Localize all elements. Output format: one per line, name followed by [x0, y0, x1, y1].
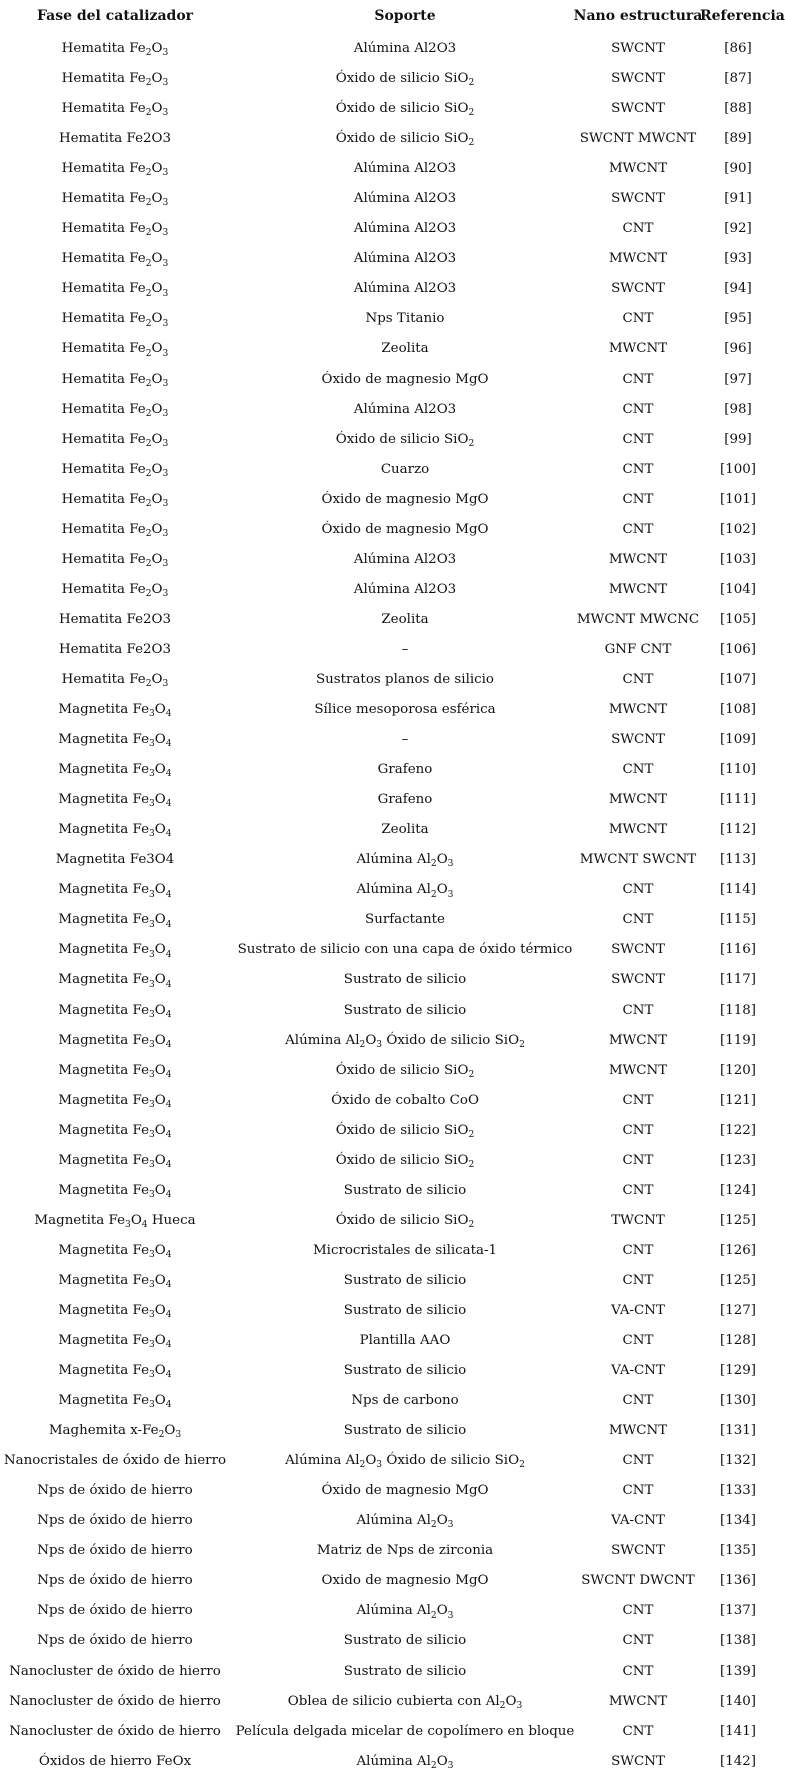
table-row	[0, 1356, 776, 1386]
cell-fase: Magnetita $Fe_3O_4$	[58, 1302, 172, 1321]
table-row	[0, 1536, 776, 1566]
cell-fase: Hematita $Fe_2O_3$	[61, 41, 169, 59]
cell-fase: Hematita $Fe_2O_3$	[61, 371, 169, 389]
cell-soporte: Alúmina Al2O3	[353, 191, 457, 207]
cell-soporte: Alúmina Al2O3	[353, 581, 457, 597]
table-row	[0, 785, 776, 815]
table-row	[0, 1626, 776, 1656]
cell-nano-estructura: CNT	[622, 311, 654, 327]
cell-soporte: Oblea de silicio cubierta con $Al_2O_3$	[287, 1693, 523, 1711]
cell-fase: Nanocluster de óxido de hierro	[9, 1723, 221, 1739]
cell-fase: Nps de óxido de hierro	[37, 1573, 193, 1589]
cell-soporte: Alúmina Al2O3	[353, 221, 457, 237]
cell-soporte: Zeolita	[381, 341, 429, 357]
cell-nano-estructura: CNT	[622, 762, 654, 778]
cell-soporte: Sílice mesoporosa esférica	[314, 702, 496, 718]
cell-nano-estructura: CNT	[622, 521, 654, 537]
cell-nano-estructura: CNT	[622, 461, 654, 477]
table-row	[0, 1506, 776, 1536]
cell-soporte: Óxido de silicio SiO$_2$	[335, 71, 475, 89]
cell-nano-estructura: MWCNT SWCNT	[579, 852, 697, 868]
cell-referencia: [104]	[719, 581, 756, 597]
cell-fase: Nanocluster de óxido de hierro	[9, 1663, 221, 1679]
cell-fase: Magnetita $Fe_3O_4$	[58, 1393, 172, 1411]
cell-nano-estructura: CNT	[622, 1242, 654, 1258]
table-row	[0, 815, 776, 845]
cell-soporte: Óxido de magnesio MgO	[321, 521, 489, 537]
cell-referencia: [103]	[719, 551, 756, 567]
cell-referencia: [99]	[724, 431, 752, 447]
cell-fase: Nps de óxido de hierro	[37, 1513, 193, 1529]
table-row	[0, 184, 776, 214]
cell-fase: Magnetita $Fe_3O_4$	[58, 732, 172, 750]
cell-nano-estructura: CNT	[622, 1633, 654, 1649]
table-row	[0, 455, 776, 485]
cell-nano-estructura: SWCNT	[611, 942, 665, 958]
cell-nano-estructura: SWCNT	[611, 732, 665, 748]
cell-fase: Magnetita $Fe_3O_4$	[58, 1032, 172, 1050]
table-row	[0, 1146, 776, 1176]
cell-soporte: Oxido de magnesio MgO	[321, 1573, 489, 1589]
cell-soporte: –	[401, 732, 409, 748]
cell-nano-estructura: CNT	[622, 1393, 654, 1409]
table-row	[0, 1596, 776, 1626]
cell-referencia: [139]	[719, 1663, 756, 1679]
header-referencia: Referencia	[700, 8, 785, 24]
cell-referencia: [92]	[724, 221, 752, 237]
cell-soporte: Óxido de silicio SiO$_2$	[335, 1122, 475, 1140]
cell-nano-estructura: VA-CNT	[611, 1513, 665, 1529]
cell-referencia: [100]	[719, 461, 756, 477]
table-row	[0, 1476, 776, 1506]
cell-referencia: [96]	[724, 341, 752, 357]
cell-referencia: [115]	[719, 912, 756, 928]
cell-fase: Magnetita $Fe_3O_4$	[58, 1152, 172, 1170]
table-row	[0, 875, 776, 905]
cell-referencia: [133]	[719, 1483, 756, 1499]
table-row	[0, 665, 776, 695]
table-row	[0, 1026, 776, 1056]
cell-fase: Nanocristales de óxido de hierro	[3, 1453, 227, 1469]
cell-fase: Hematita Fe2O3	[58, 611, 172, 627]
table-row	[0, 214, 776, 244]
cell-referencia: [113]	[719, 852, 756, 868]
table-row	[0, 94, 776, 124]
cell-soporte: Grafeno	[377, 762, 433, 778]
table-row	[0, 935, 776, 965]
cell-fase: Magnetita $Fe_3O_4$	[58, 792, 172, 810]
cell-nano-estructura: CNT	[622, 1002, 654, 1018]
cell-referencia: [120]	[719, 1062, 756, 1078]
table-row	[0, 635, 776, 665]
cell-referencia: [126]	[719, 1242, 756, 1258]
cell-referencia: [130]	[719, 1393, 756, 1409]
cell-nano-estructura: CNT	[622, 1663, 654, 1679]
cell-nano-estructura: MWCNT	[608, 551, 668, 567]
cell-referencia: [122]	[719, 1122, 756, 1138]
cell-soporte: Cuarzo	[380, 461, 430, 477]
cell-referencia: [102]	[719, 521, 756, 537]
cell-fase: Magnetita $Fe_3O_4$	[58, 972, 172, 990]
table-row	[0, 395, 776, 425]
cell-nano-estructura: SWCNT	[611, 1543, 665, 1559]
cell-nano-estructura: MWCNT	[608, 161, 668, 177]
cell-soporte: Sustrato de silicio	[343, 1423, 467, 1439]
cell-nano-estructura: MWCNT MWCNC	[576, 611, 700, 627]
cell-fase: Nps de óxido de hierro	[37, 1603, 193, 1619]
table-row	[0, 1206, 776, 1236]
cell-referencia: [105]	[719, 611, 756, 627]
table-row	[0, 1386, 776, 1416]
cell-referencia: [118]	[719, 1002, 756, 1018]
cell-soporte: Óxido de silicio SiO$_2$	[335, 1152, 475, 1170]
cell-nano-estructura: SWCNT DWCNT	[581, 1573, 695, 1589]
cell-nano-estructura: CNT	[622, 882, 654, 898]
cell-soporte: Sustrato de silicio con una capa de óxido térmico	[237, 942, 573, 958]
table-row	[0, 304, 776, 334]
table-row	[0, 1296, 776, 1326]
cell-referencia: [121]	[719, 1092, 756, 1108]
cell-soporte: Alúmina $Al_2O_3$	[356, 852, 454, 870]
table-row	[0, 845, 776, 875]
cell-fase: Magnetita $Fe_3O_4$	[58, 1122, 172, 1140]
cell-soporte: Alúmina Al2O3	[353, 401, 457, 417]
table-row	[0, 1266, 776, 1296]
table-row	[0, 996, 776, 1026]
cell-nano-estructura: CNT	[622, 431, 654, 447]
table-row	[0, 274, 776, 304]
table-row	[0, 34, 776, 64]
cell-soporte: Matriz de Nps de zirconia	[316, 1543, 494, 1559]
cell-referencia: [141]	[719, 1723, 756, 1739]
cell-referencia: [123]	[719, 1152, 756, 1168]
cell-soporte: Zeolita	[381, 611, 429, 627]
cell-nano-estructura: MWCNT	[608, 1423, 668, 1439]
table-row	[0, 545, 776, 575]
cell-nano-estructura: SWCNT	[611, 41, 665, 56]
table-row	[0, 1236, 776, 1266]
cell-fase: Hematita $Fe_2O_3$	[61, 671, 169, 690]
cell-fase: Óxidos de hierro FeOx	[38, 1753, 192, 1769]
table-row	[0, 154, 776, 184]
cell-nano-estructura: TWCNT	[611, 1212, 665, 1228]
table-row	[0, 755, 776, 785]
cell-fase: Magnetita $Fe_3O_4$	[58, 1272, 172, 1291]
cell-referencia: [116]	[719, 942, 756, 958]
cell-nano-estructura: CNT	[622, 1122, 654, 1138]
cell-soporte: Sustratos planos de silicio	[316, 671, 494, 687]
cell-fase: Magnetita $Fe_3O_4$	[58, 1062, 172, 1080]
cell-fase: Magnetita $Fe_3O_4$	[58, 942, 172, 960]
cell-fase: Maghemita $x-Fe_2O_3$	[48, 1423, 182, 1441]
cell-referencia: [98]	[724, 401, 752, 417]
cell-soporte: –	[401, 641, 409, 657]
cell-fase: Hematita $Fe_2O_3$	[61, 431, 169, 449]
cell-nano-estructura: VA-CNT	[611, 1302, 665, 1318]
cell-referencia: [95]	[724, 311, 752, 327]
cell-fase: Magnetita $Fe_3O_4$ Hueca	[34, 1212, 196, 1231]
cell-fase: Magnetita Fe3O4	[55, 852, 175, 868]
cell-soporte: Alúmina $Al_2O_3$	[356, 1753, 454, 1771]
cell-nano-estructura: CNT	[622, 371, 654, 387]
cell-nano-estructura: GNF CNT	[604, 641, 672, 657]
cell-referencia: [124]	[719, 1182, 756, 1198]
cell-fase: Hematita $Fe_2O_3$	[61, 341, 169, 359]
cell-fase: Hematita $Fe_2O_3$	[61, 581, 169, 600]
header-fase: Fase del catalizador	[36, 8, 194, 24]
cell-nano-estructura: MWCNT	[608, 251, 668, 267]
cell-referencia: [90]	[724, 161, 752, 177]
cell-soporte: Óxido de cobalto CoO	[331, 1092, 479, 1108]
cell-soporte: Óxido de magnesio MgO	[321, 1483, 489, 1499]
cell-referencia: [131]	[719, 1423, 756, 1439]
table-row	[0, 1416, 776, 1446]
cell-referencia: [106]	[719, 641, 756, 657]
cell-referencia: [101]	[719, 491, 756, 507]
cell-fase: Hematita Fe2O3	[58, 641, 172, 657]
cell-nano-estructura: CNT	[622, 401, 654, 417]
cell-referencia: [129]	[719, 1363, 756, 1379]
cell-fase: Magnetita $Fe_3O_4$	[58, 762, 172, 780]
table-row	[0, 1657, 776, 1687]
cell-soporte: Óxido de silicio SiO$_2$	[335, 1062, 475, 1080]
table-row	[0, 1056, 776, 1086]
table-row	[0, 334, 776, 364]
cell-nano-estructura: CNT	[622, 1603, 654, 1619]
cell-nano-estructura: MWCNT	[608, 1032, 668, 1048]
cell-nano-estructura: CNT	[622, 1152, 654, 1168]
cell-soporte: Sustrato de silicio	[343, 1182, 467, 1198]
cell-referencia: [86]	[724, 41, 752, 56]
cell-soporte: Película delgada micelar de copolímero en bloque	[235, 1723, 575, 1739]
cell-soporte: Sustrato de silicio	[343, 1663, 467, 1679]
cell-nano-estructura: SWCNT	[611, 1753, 665, 1769]
cell-fase: Magnetita $Fe_3O_4$	[58, 702, 172, 720]
cell-fase: Nps de óxido de hierro	[37, 1483, 193, 1499]
cell-soporte: Óxido de silicio SiO$_2$	[335, 131, 475, 149]
cell-soporte: Óxido de silicio SiO$_2$	[335, 431, 475, 449]
cell-fase: Magnetita $Fe_3O_4$	[58, 912, 172, 930]
cell-referencia: [128]	[719, 1333, 756, 1349]
cell-referencia: [110]	[719, 762, 756, 778]
cell-referencia: [93]	[724, 251, 752, 267]
cell-fase: Hematita $Fe_2O_3$	[61, 401, 169, 419]
cell-referencia: [138]	[719, 1633, 756, 1649]
cell-soporte: Alúmina $Al_2O_3$	[356, 882, 454, 900]
table-row	[0, 485, 776, 515]
table-row	[0, 1116, 776, 1146]
cell-referencia: [137]	[719, 1603, 756, 1619]
cell-referencia: [132]	[719, 1453, 756, 1469]
cell-nano-estructura: CNT	[622, 912, 654, 928]
cell-referencia: [125]	[719, 1272, 756, 1288]
cell-fase: Hematita $Fe_2O_3$	[61, 101, 169, 119]
table-row	[0, 365, 776, 395]
table-row	[0, 605, 776, 635]
cell-referencia: [119]	[719, 1032, 756, 1048]
table-row	[0, 64, 776, 94]
cell-referencia: [94]	[724, 281, 752, 297]
table-row	[0, 515, 776, 545]
cell-soporte: Sustrato de silicio	[343, 1272, 467, 1288]
cell-fase: Magnetita $Fe_3O_4$	[58, 1002, 172, 1020]
cell-soporte: Sustrato de silicio	[343, 1363, 467, 1379]
cell-soporte: Alúmina $Al_2O_3$	[356, 1603, 454, 1621]
table-row	[0, 1086, 776, 1116]
table-row	[0, 1326, 776, 1356]
cell-soporte: Nps Titanio	[365, 311, 445, 327]
cell-referencia: [108]	[719, 702, 756, 718]
cell-nano-estructura: CNT	[622, 1182, 654, 1198]
cell-soporte: Sustrato de silicio	[343, 1002, 467, 1018]
table-row	[0, 725, 776, 755]
cell-nano-estructura: CNT	[622, 1723, 654, 1739]
cell-referencia: [109]	[719, 732, 756, 748]
cell-fase: Hematita $Fe_2O_3$	[61, 461, 169, 479]
cell-referencia: [97]	[724, 371, 752, 387]
cell-fase: Magnetita $Fe_3O_4$	[58, 1092, 172, 1110]
table-row	[0, 575, 776, 605]
cell-fase: Magnetita $Fe_3O_4$	[58, 1182, 172, 1200]
cell-fase: Hematita Fe2O3	[58, 131, 172, 147]
cell-fase: Nps de óxido de hierro	[37, 1633, 193, 1649]
cell-referencia: [112]	[719, 822, 756, 838]
table-body	[0, 34, 776, 1777]
cell-fase: Magnetita $Fe_3O_4$	[58, 882, 172, 900]
cell-referencia: [135]	[719, 1543, 756, 1559]
cell-nano-estructura: MWCNT	[608, 1693, 668, 1709]
table-row	[0, 1717, 776, 1747]
cell-nano-estructura: MWCNT	[608, 702, 668, 718]
table-header	[0, 0, 785, 34]
cell-nano-estructura: CNT	[622, 491, 654, 507]
cell-referencia: [142]	[719, 1753, 756, 1769]
cell-fase: Hematita $Fe_2O_3$	[61, 221, 169, 239]
table-row	[0, 1687, 776, 1717]
cell-referencia: [117]	[719, 972, 756, 988]
cell-soporte: Alúmina $Al_2O_3$ Óxido de silicio SiO$_2$	[285, 1453, 525, 1471]
cell-nano-estructura: MWCNT	[608, 792, 668, 808]
cell-fase: Hematita $Fe_2O_3$	[61, 71, 169, 89]
cell-nano-estructura: CNT	[622, 671, 654, 687]
cell-nano-estructura: CNT	[622, 1092, 654, 1108]
cell-nano-estructura: SWCNT	[611, 71, 665, 87]
cell-fase: Hematita $Fe_2O_3$	[61, 551, 169, 569]
cell-referencia: [111]	[719, 792, 756, 808]
cell-fase: Magnetita $Fe_3O_4$	[58, 1363, 172, 1381]
table-row	[0, 1176, 776, 1206]
cell-soporte: Alúmina Al2O3	[353, 281, 457, 297]
cell-soporte: Microcristales de silicata-1	[312, 1242, 498, 1258]
cell-soporte: Óxido de silicio SiO$_2$	[335, 101, 475, 119]
table-row	[0, 1747, 776, 1777]
cell-fase: Hematita $Fe_2O_3$	[61, 491, 169, 509]
cell-soporte: Sustrato de silicio	[343, 1302, 467, 1318]
cell-soporte: Zeolita	[381, 822, 429, 838]
cell-fase: Magnetita $Fe_3O_4$	[58, 1333, 172, 1351]
cell-soporte: Alúmina $Al_2O_3$	[356, 1513, 454, 1531]
cell-fase: Hematita $Fe_2O_3$	[61, 281, 169, 299]
cell-referencia: [140]	[719, 1693, 756, 1709]
cell-fase: Magnetita $Fe_3O_4$	[58, 1242, 172, 1261]
cell-fase: Hematita $Fe_2O_3$	[61, 161, 169, 179]
cell-nano-estructura: MWCNT	[608, 581, 668, 597]
header-nano-estructura: Nano estructura	[573, 8, 703, 24]
cell-nano-estructura: CNT	[622, 221, 654, 237]
cell-soporte: Grafeno	[377, 792, 433, 808]
cell-soporte: Alúmina Al2O3	[353, 161, 457, 177]
table-row	[0, 124, 776, 154]
cell-fase: Hematita $Fe_2O_3$	[61, 311, 169, 329]
table-row	[0, 905, 776, 935]
cell-referencia: [125]	[719, 1212, 756, 1228]
cell-nano-estructura: SWCNT MWCNT	[579, 131, 697, 147]
cell-soporte: Óxido de magnesio MgO	[321, 491, 489, 507]
table-row	[0, 695, 776, 725]
header-soporte: Soporte	[374, 8, 436, 24]
cell-nano-estructura: MWCNT	[608, 341, 668, 357]
cell-referencia: [114]	[719, 882, 756, 898]
cell-referencia: [88]	[724, 101, 752, 117]
cell-soporte: Alúmina Al2O3	[353, 251, 457, 267]
cell-nano-estructura: SWCNT	[611, 281, 665, 297]
table-row	[0, 1446, 776, 1476]
cell-soporte: Alúmina $Al_2O_3$ Óxido de silicio SiO$_2$	[285, 1032, 525, 1050]
cell-nano-estructura: CNT	[622, 1272, 654, 1288]
cell-nano-estructura: CNT	[622, 1333, 654, 1349]
cell-nano-estructura: MWCNT	[608, 822, 668, 838]
cell-referencia: [134]	[719, 1513, 756, 1529]
cell-nano-estructura: VA-CNT	[611, 1363, 665, 1379]
cell-soporte: Plantilla AAO	[359, 1333, 451, 1349]
cell-fase: Nps de óxido de hierro	[37, 1543, 193, 1559]
cell-nano-estructura: SWCNT	[611, 972, 665, 988]
cell-referencia: [107]	[719, 671, 756, 687]
table-row	[0, 425, 776, 455]
cell-soporte: Sustrato de silicio	[343, 972, 467, 988]
cell-fase: Hematita $Fe_2O_3$	[61, 251, 169, 269]
cell-referencia: [136]	[719, 1573, 756, 1589]
cell-soporte: Alúmina Al2O3	[353, 41, 457, 56]
cell-referencia: [87]	[724, 71, 752, 87]
table-row	[0, 244, 776, 274]
cell-nano-estructura: CNT	[622, 1453, 654, 1469]
cell-referencia: [91]	[724, 191, 752, 207]
cell-soporte: Surfactante	[365, 912, 445, 928]
cell-nano-estructura: SWCNT	[611, 191, 665, 207]
cell-fase: Magnetita $Fe_3O_4$	[58, 822, 172, 840]
cell-fase: Hematita $Fe_2O_3$	[61, 521, 169, 539]
cell-nano-estructura: CNT	[622, 1483, 654, 1499]
cell-fase: Nanocluster de óxido de hierro	[9, 1693, 221, 1709]
cell-referencia: [127]	[719, 1302, 756, 1318]
cell-soporte: Alúmina Al2O3	[353, 551, 457, 567]
cell-soporte: Nps de carbono	[351, 1393, 459, 1409]
cell-soporte: Óxido de silicio SiO$_2$	[335, 1212, 475, 1231]
cell-soporte: Óxido de magnesio MgO	[321, 371, 489, 387]
cell-soporte: Sustrato de silicio	[343, 1633, 467, 1649]
cell-nano-estructura: MWCNT	[608, 1062, 668, 1078]
table-row	[0, 965, 776, 995]
cell-referencia: [89]	[724, 131, 752, 147]
cell-nano-estructura: SWCNT	[611, 101, 665, 117]
cell-fase: Hematita $Fe_2O_3$	[61, 191, 169, 209]
table-row	[0, 1566, 776, 1596]
